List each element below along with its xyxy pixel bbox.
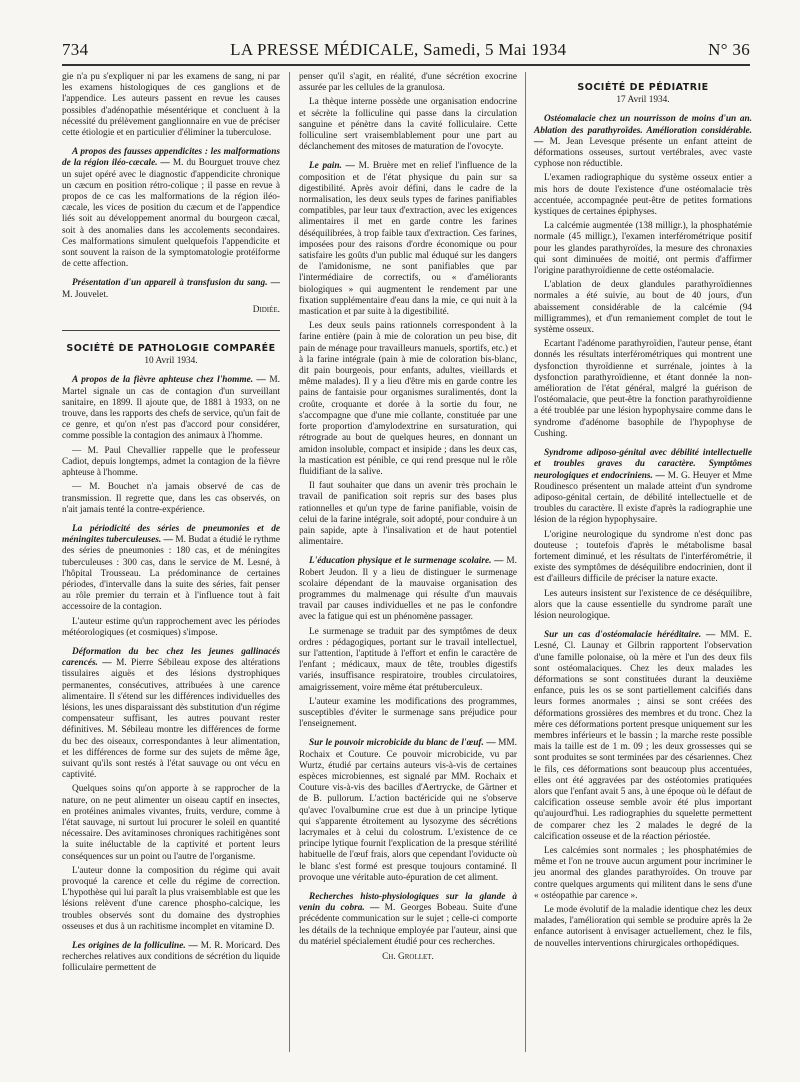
paragraph: La calcémie augmentée (138 milligr.), la phosphatémie normale (45 milligr.), l'examen interférométrique positif pour les glandes parathyroïdes, la mesure des chronaxies qui sont diminuées de moitié, ont permis d'affirmer l'origine parathyroïdienne de cette ostéomalacie. <box>534 221 752 277</box>
session-date: 10 Avril 1934. <box>144 356 198 367</box>
session-date: 17 Avril 1934. <box>616 95 670 106</box>
article <box>62 375 280 515</box>
article-title: Recherches histo-physiologiques sur la glande à venin du cobra. — <box>299 892 517 914</box>
article-body: M. Jouvelet. <box>62 289 109 300</box>
paragraph: L'origine neurologique du syndrome n'est donc pas douteuse ; toutefois d'après le métabolisme basal fortement diminué, et les résultats de l'interférométrie, il existe des symptômes de déséquilibre endocrinien, dont il est d'ailleurs difficile de préciser la nature exacte. <box>534 529 752 585</box>
article-body: M. Bruère met en relief l'influence de la composition et de l'état physique du pain sur sa digestibilité. Après avoir défini, dans le cadre de la normalisation, les deux seuls types de farines panifiables compatibles, par leur taux d'extraction, avec les exigences alimentaires il met en garde contre les farines déséquilibrées, à trop faible taux d'extraction. Ces farines, imposées pour des raisons d'ordre économique ou pour satisfaire les goûts d'un public mal éduqué sur les dangers de l'amidonisme, ne sont panifiables que par l'intermédiaire de correctifs, ou « d'améliorants biologiques » qui augmentent le rendement par une fixation supplémentaire d'eau dans la mie, ce qui nuit à la mastication et par suite à la digestibilité. <box>299 161 517 318</box>
article-body: MM. E. Lesné, Cl. Launay et Gilbrin rapportent l'observation d'une famille polonaise, où la mère et l'un des deux fils sont ostéomalaciques. Chez les deux malades les déformations se sont constituées durant la deuxième enfance, puis les os se sont partiellement calcifiés dans leurs formes anormales ; ainsi se sont créées des déformations grossières des membres et du tronc. Chez la mère ces déformations portent presque uniquement sur les membres inférieurs et le bassin ; la marche reste possible mais la taille est de 1 m. 09 ; les deux grossesses qui se sont produites se sont terminées par des césariennes. Chez le fils, ces déformations sont beaucoup plus accentuées, elles ont été aggravées par des ostéotomies pratiquées alors que l'enfant avait 5 ans, à une époque où le défaut de calcification osseuse semble avoir été plus important qu'aujourd'hui. Les radiographies du squelette permettent de comparer chez les 2 malades le degré de la calcification osseuse et de la réaction périostée. <box>534 630 752 842</box>
journal-title: LA PRESSE MÉDICALE, Samedi, 5 Mai 1934 <box>230 40 567 59</box>
article-body: M. Martel signale un cas de contagion d'un surveillant sanitaire, en 1899. Il ajoute que, de 1881 à 1933, on ne trouve, dans les rapports des chefs de service, qu'un fait de ce genre, et qu'on n'est pas d'accord pour considérer, comme possible la contagion des animaux à l'homme. <box>62 375 281 442</box>
paragraph: Il faut souhaiter que dans un avenir très prochain le travail de panification soit repris sur des bases plus rationnelles et qu'un type de farine panifiable, voisin de celui de la farine intégrale, soit adopté, pour conduire à un pain sapide, apte à l'insalivation et de haut potentiel alimentaire. <box>299 481 517 548</box>
article <box>62 147 280 270</box>
society-heading: SOCIÉTÉ DE PÉDIATRIE <box>577 82 709 93</box>
paragraph: L'examen radiographique du système osseux entier a mis hors de doute l'existence d'une ostéomalacie très accentuée, accompagnée peut-être de petites formations kystiques de certaines épiphyses. <box>534 173 752 218</box>
article-title: Sur un cas d'ostéomalacie héréditaire. — <box>544 630 716 641</box>
paragraph: Les auteurs insistent sur l'existence de ce déséquilibre, alors que la cause essentielle du syndrome paraît une lésion neurologique. <box>534 588 752 621</box>
paragraph: gie n'a pu s'expliquer ni par les examens de sang, ni par les examens histologiques de ces ganglions et de l'appendice. Les auteurs passent en revue les causes possibles d'adénopathie mésentérique et concluent à la nécessité du prélèvement ganglionnaire en vue de préciser cette étiologie et en particulier d'éliminer la tuberculose. <box>62 72 280 139</box>
article <box>299 161 517 548</box>
page-header <box>62 40 750 60</box>
article <box>62 647 280 933</box>
paragraph: Quelques soins qu'on apporte à se rapprocher de la nature, on ne peut alimenter un oiseau captif en insectes, en protéines animales vivantes, fruits, verdure, comme à l'état sauvage, ni surtout lui procurer le soleil en quantité nécessaire. Des avitaminoses chroniques rachitigènes sont la suite inéluctable de la captivité et portent leurs conséquences sur un point ou l'autre de l'organisme. <box>62 784 280 862</box>
article <box>534 630 752 950</box>
column-2 <box>299 72 517 969</box>
paragraph: penser qu'il s'agit, en réalité, d'une sécrétion exocrine assurée par les cellules de la granulosa. <box>299 72 517 94</box>
article-body: MM. Rochaix et Couture. Ce pouvoir microbicide, vu par Wurtz, étudié par certains auteurs vis-à-vis de certaines espèces microbiennes, est signalé par MM. Rochaix et Couture vis-à-vis des bacilles d'Aertrycke, de Gärtner et de B. pullorum. L'action bactéricide qui ne s'observe qu'avec l'ovalbumine crue est due à un principe lytique qui s'apparente étroitement au lysozyme des sécrétions lacrymales et à celui du colostrum. L'existence de ce principe lytique fournit l'explication de la presque stérilité habituelle de l'œuf frais, alors que cependant l'oviducte où le blanc s'est formé est presque toujours contaminé. Il provoque une véritable auto-épuration de cet aliment. <box>299 738 517 883</box>
paragraph: — M. Bouchet n'a jamais observé de cas de transmission. Il regrette que, dans les cas observés, on n'ait jamais tenté la contre-expérience. <box>62 482 280 515</box>
article-title: A propos de la fièvre aphteuse chez l'homme. — <box>72 375 266 386</box>
paragraph: Les calcémies sont normales ; les phosphatémies de même et l'on ne trouve aucun argument pour incriminer le jeu anormal des glandes parathyroïdes. On trouve par contre quelques arguments qui militent dans le sens d'une « ostéopathie par carence ». <box>534 846 752 901</box>
article-body: M. Robert Jeudon. Il y a lieu de distinguer le surmenage scolaire dépendant de la mauvaise organisation des programmes du malmenage qui résulte d'un mauvais travail par causes individuelles et ne pas le confondre avec la fatigue qui est un phénomène passager. <box>299 556 517 623</box>
article-title: La périodicité des séries de pneumonies et de méningites tuberculeuses. — <box>62 523 280 546</box>
article-title: Syndrome adiposo-génital avec débilité intellectuelle et troubles graves du caractère. Symptômes neurologiques et endocriniens. — <box>534 448 752 481</box>
article-body: M. Budat a étudié le rythme des séries de pneumonies : 180 cas, et de méningites tuberculeuses : 300 cas, dans le service de M. Lesné, à l'hôpital Trousseau. La prédominance de certaines périodes, d'intervalle dans la suite des séries, fait penser au rôle premier du terrain et à l'influence tout à fait accessoire de la contagion. <box>62 535 280 613</box>
signature: Didiée. <box>252 304 280 315</box>
paragraph: La thèque interne possède une organisation endocrine et sécrète la folliculine qui passe dans la circulation sanguine et pénètre dans la cavité folliculaire. Cette folliculine sert vraisemblablement pour une part au déclanchement des mitoses de maturation de l'ovocyte. <box>299 97 517 153</box>
paragraph: — M. Paul Chevallier rappelle que le professeur Cadiot, depuis longtemps, admet la contagion de la fièvre aphteuse à l'homme. <box>62 445 280 479</box>
page-number: 734 <box>62 40 89 59</box>
article-title: L'éducation physique et le surmenage scolaire. — <box>309 556 504 567</box>
article-title: Le pain. — <box>309 161 355 172</box>
article-body: M. Pierre Sébileau expose des altérations tissulaires aiguës et des lésions dystrophiques permanentes, consécutives, attribuées à une carence alimentaire. Il s'étend sur les différences individuelles des lésions, les unes disparaissant dès substitution d'un régime compensateur suffisant, les autres pouvant rester définitives. M. Sébileau montre les différences de forme du bec des oiseaux, correspondantes à leur alimentation, et les différences de forme sur des sujets de même âge, suivant qu'ils sont restés à l'état sauvage ou ont vécu en captivité. <box>62 658 281 781</box>
paragraph: L'ablation de deux glandules parathyroïdiennes normales a été suivie, au bout de 40 jours, d'un abaissement considérable de la calcémie (94 milligrammes), et d'un remaniement complet de tout le système osseux. <box>534 280 752 336</box>
article-title: Les origines de la folliculine. — <box>72 941 198 952</box>
article <box>299 892 517 948</box>
article-body: M. G. Heuyer et Mme Roudinesco présentent un malade atteint d'un syndrome adiposo-génital certain, de débilité intellectuelle et de troubles du caractère. Il existe d'après la radiographie une lésion de la région hypophysaire. <box>534 470 753 526</box>
issue-number: N° 36 <box>708 40 750 59</box>
column-divider <box>289 72 290 1052</box>
column-1 <box>62 72 280 978</box>
article-title: A propos des fausses appendicites : les malformations de la région iléo-cæcale. — <box>62 147 280 169</box>
article-title: Déformation du bec chez les jeunes gallinacés carencés. — <box>62 646 280 669</box>
column-divider <box>525 72 526 1052</box>
society-heading: SOCIÉTÉ DE PATHOLOGIE COMPARÉE <box>62 330 280 354</box>
header-rule <box>62 64 750 66</box>
paragraph: Les deux seuls pains rationnels correspondent à la farine entière (pain à mie de coloration un peu bise, dit pain de ménage pour travailleurs manuels, sportifs, etc.) et à la farine intégrale (pain à mie de coloration bis-blanc, dit pain bourgeois, pour enfants, adultes, vieillards et même malades). Il y a lieu d'être mis en garde contre les pains de fantaisie pour organismes suralimentés, dont la croûte, croquante et dorée à la sortie du four, ne s'accompagne que d'une mie collante, constituée par une forte proportion d'amylodextrine en sursaturation, qui rétrograde au bout de quelques heures, en donnant un amidon insoluble, compact et insipide ; dans les deux cas, la mastication est pénible, ce qui rend presque nul le rôle fluidifiant de la salive. <box>299 321 517 477</box>
article <box>62 524 280 639</box>
article <box>299 556 517 730</box>
paragraph: L'auteur examine les modifications des programmes, susceptibles d'éviter le surmenage sans préjudice pour l'enseignement. <box>299 696 517 730</box>
article-title: Présentation d'un appareil à transfusion du sang. — <box>72 278 280 289</box>
article <box>299 738 517 884</box>
paragraph: Ecartant l'adénome parathyroïdien, l'auteur pense, étant donnés les résultats interférométriques qui montrent une dysfonction thyroïdienne et surrénale, jointes à la dysfonction parathyroïdienne, et étant donnée la non-amélioration de l'état général, malgré la guérison de l'ostéomalacie, que peut-être la fonction parathyroïdienne a été troublée par une lésion hypophysaire comme dans le syndrome d'adénome basophile de l'hypophyse de Cushing. <box>534 339 752 439</box>
article <box>534 448 752 622</box>
column-3 <box>534 72 752 953</box>
article-body: M. R. Moricard. Des recherches relatives aux conditions de sécrétion du liquide folliculaire permettent de <box>62 941 281 974</box>
article <box>62 941 280 975</box>
article-body: M. du Bourguet trouve chez un sujet opéré avec le diagnostic d'appendicite chronique un cæcum en position rétro-colique ; il passe en revue à propos de ce cas les malformations de la région iléo-cæcale, les vices de position du cæcum et de l'appendice liés soit au développement anormal du bourgeon cæcal, soit à des anomalies dans les accolements secondaires. Ces malformations simulent quelquefois l'appendicite et sont souvent la raison de la symptomatologie protéiforme de cette affection. <box>62 158 280 270</box>
article-title: Sur le pouvoir microbicide du blanc de l'œuf. — <box>309 738 496 749</box>
paragraph: Le mode évolutif de la maladie identique chez les deux malades, l'amélioration qui semble se produire après la 2e enfance autorisent à envisager actuellement, chez le fils, de nouvelles interventions chirurgicales orthopédiques. <box>534 905 752 949</box>
article <box>534 114 752 440</box>
paragraph: L'auteur estime qu'un rapprochement avec les périodes météorologiques (et cosmiques) s'impose. <box>62 616 280 638</box>
paragraph: L'auteur donne la composition du régime qui avait provoqué la carence et celle du régime de correction. L'hypothèse qui lui paraît la plus vraisemblable est que les lésions relèvent d'une carence phospho-calcique, les troubles observés sont du domaine des dystrophies osseuses et dus à un rachitisme incomplet en vitamine D. <box>62 865 280 932</box>
article-body: M. Jean Levesque présente un enfant atteint de déformations osseuses, surtout vertébrales, avec vaste cyphose non réductible. <box>534 136 752 170</box>
article <box>62 278 280 300</box>
signature: Ch. Grollet. <box>382 952 434 963</box>
paragraph: Le surmenage se traduit par des symptômes de deux ordres : pédagogiques, portant sur le travail intellectuel, sur l'attention, l'aptitude à l'effort et enfin le caractère de l'enfant ; médicaux, maux de tête, troubles digestifs variés, insuffisance respiratoire, troubles circulatoires, amaigrissement, voire même état prétuberculeux. <box>299 626 517 693</box>
article-title: Ostéomalacie chez un nourrisson de moins d'un an. Ablation des parathyroïdes. Amélioration considérable. — <box>534 114 752 147</box>
article-body: M. Georges Bobeau. Suite d'une précédente communication sur le sujet ; celle-ci comporte les détails de la technique employée par l'auteur, ainsi que du matériel spécialement étudié pour ces recherches. <box>299 903 518 947</box>
